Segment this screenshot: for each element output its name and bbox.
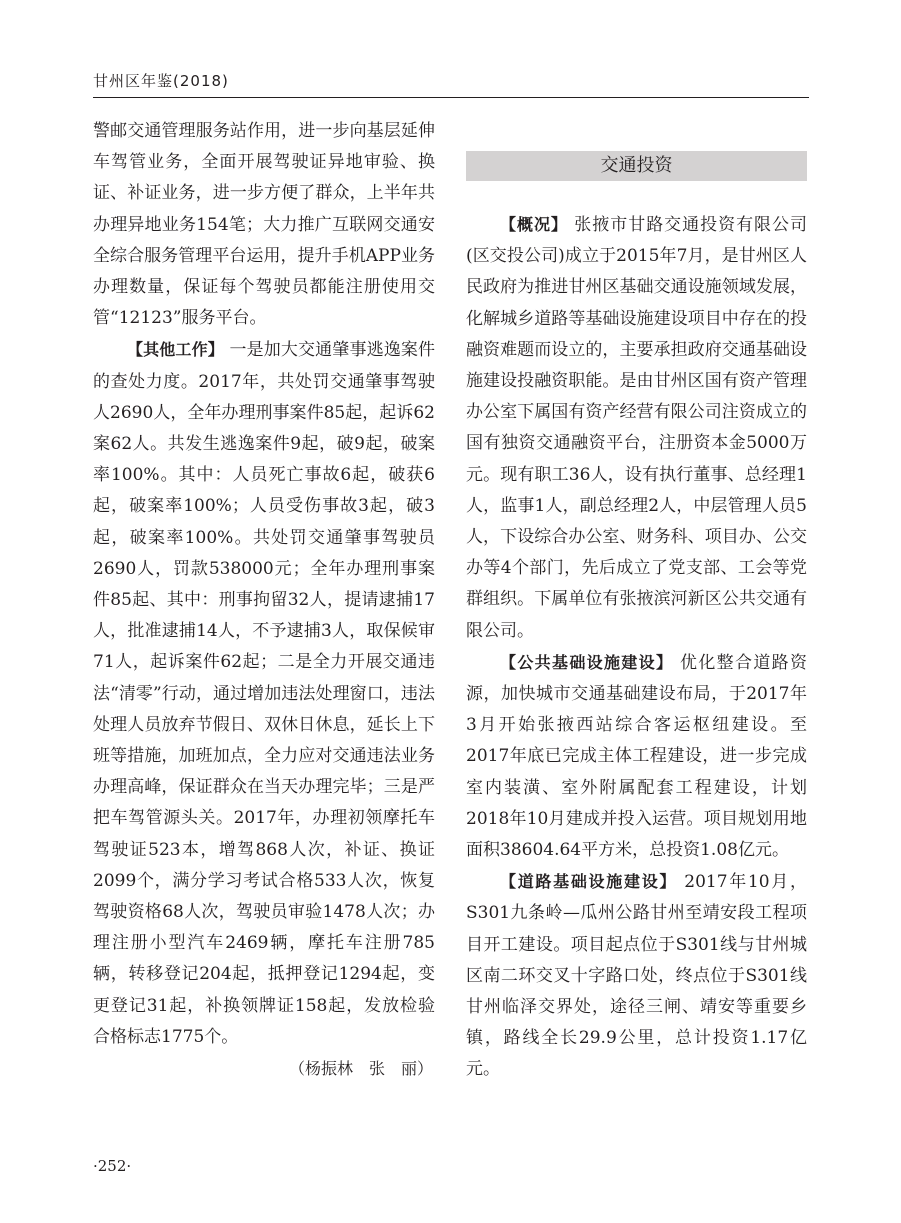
- public-infra-paragraph: [466, 647, 807, 866]
- road-infra-paragraph: [466, 866, 807, 1085]
- road-infra-label: 【道路基础设施建设】: [500, 872, 678, 892]
- running-header: [93, 66, 809, 98]
- other-work-paragraph: [93, 334, 435, 1053]
- right-column: [466, 151, 807, 1086]
- public-infra-text: 优化整合道路资源，加快城市交通基础建设布局，于2017年3月开始张掖西站综合客运枢纽建设。至2017年底已完成主体工程建设，进一步完成室内装潢、室外附属配套工程建设，计划2018年10月建成并投入运营。项目规划用地面积38604.64平方米，总投资1.08亿元。: [466, 652, 807, 861]
- left-column: [93, 116, 435, 1084]
- public-infra-label: 【公共基础设施建设】: [500, 652, 674, 672]
- continuation-paragraph: 警邮交通管理服务站作用，进一步向基层延伸车驾管业务，全面开展驾驶证异地审验、换证、补证业务，进一步方便了群众，上半年共办理异地业务154笔；大力推广互联网交通安全综合服务管理平台运用，提升手机APP业务办理数量，保证每个驾驶员都能注册使用交管“12123”服务平台。: [93, 121, 435, 329]
- page-number: ·252·: [93, 1157, 132, 1175]
- road-infra-text: 2017年10月，S301九条岭—瓜州公路甘州至靖安段工程项目开工建设。项目起点位于S301线与甘州城区南二环交叉十字路口处，终点位于S301线甘州临泽交界处，途径三闸、靖安等重要乡镇，路线全长29.9公里，总计投资1.17亿元。: [466, 872, 807, 1080]
- author-credit: （杨振林 张 丽）: [288, 1059, 433, 1079]
- header-title: 甘州区年鉴(2018): [93, 72, 229, 90]
- other-work-label: 【其他工作】: [127, 340, 224, 360]
- other-work-text: 一是加大交通肇事逃逸案件的查处力度。2017年，共处罚交通肇事驾驶人2690人，全年办理刑事案件85起，起诉62案62人。共发生逃逸案件9起，破9起，破案率100%。其中：人员死亡事故6起，破获6起，破案率100%；人员受伤事故3起，破3起，破案率100%。共处罚交通肇事驾驶员2690人，罚款538000元；全年办理刑事案件85起、其中：刑事拘留32人，提请逮捕17人，批准逮捕14人，不予逮捕3人，取保候审71人，起诉案件62起；二是全力开展交通违法“清零”行动，通过增加违法处理窗口，违法处理人员放弃节假日、双休日休息，延长上下班等措施，加班加点，全力应对交通违法业务办理高峰，保证群众在当天办理完毕；三是严把车驾管源头关。2017年，办理初领摩托车驾驶证523本，增驾868人次，补证、换证2099个，满分学习考试合格533人次，恢复驾驶资格68人次，驾驶员审验1478人次；办理注册小型汽车2469辆，摩托车注册785辆，转移登记204起，抵押登记1294起，变更登记31起，补换领牌证158起，发放检验合格标志1775个。: [93, 340, 436, 1047]
- section-title: 交通投资: [466, 151, 807, 181]
- overview-label: 【概况】: [500, 215, 568, 234]
- overview-text: 张掖市甘路交通投资有限公司(区交投公司)成立于2015年7月，是甘州区人民政府为推进甘州区基础交通设施领域发展，化解城乡道路等基础设施建设项目中存在的投融资难题而设立的，主要承担政府交通基础设施建设投融资职能。是由甘州区国有资产管理办公室下属国有资产经营有限公司注资成立的国有独资交通融资平台，注册资本金5000万元。现有职工36人，设有执行董事、总经理1人，监事1人，副总经理2人，中层管理人员5人，下设综合办公室、财务科、项目办、公交办等4个部门，先后成立了党支部、工会等党群组织。下属单位有张掖滨河新区公共交通有限公司。: [466, 215, 807, 641]
- overview-paragraph: [466, 209, 807, 647]
